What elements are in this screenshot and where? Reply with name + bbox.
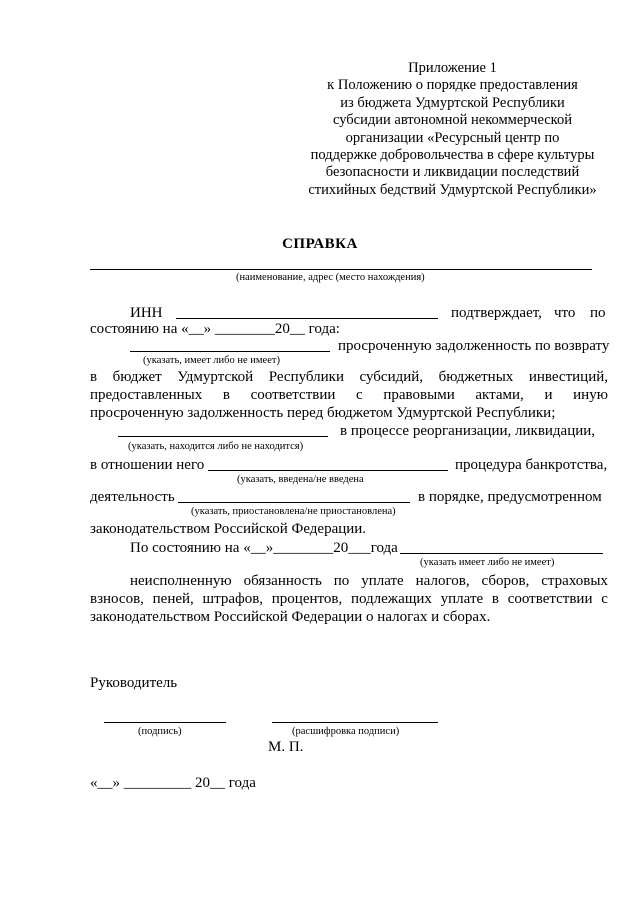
inn-confirm-word: подтверждает, xyxy=(451,305,542,321)
word: Республики xyxy=(268,369,344,385)
activity-note: (указать, приостановлена/не приостановлена) xyxy=(191,506,396,517)
head-label: Руководитель xyxy=(90,675,178,691)
bankruptcy-note: (указать, введена/не введена xyxy=(237,474,364,485)
word: уплате xyxy=(361,573,404,589)
reorg-tail-text: в процессе реорганизации, ликвидации, xyxy=(340,423,596,439)
inn-field-line xyxy=(176,318,438,319)
word: страховых xyxy=(541,573,608,589)
word: соответствии xyxy=(507,591,593,607)
word: актами, xyxy=(475,387,524,403)
signature-line xyxy=(104,722,226,723)
footer-date: «__» _________ 20__ года xyxy=(90,775,256,791)
appendix-line: поддержке добровольчества в сфере культуры xyxy=(310,147,595,164)
word: субсидий, xyxy=(359,369,424,385)
appendix-line: стихийных бедствий Удмуртской Республики» xyxy=(308,181,597,198)
word: сборов, xyxy=(481,573,530,589)
date-line-1: состоянию на «__» ________20__ года: xyxy=(90,321,340,337)
tax-field-line xyxy=(400,553,603,554)
tax-line-2 xyxy=(90,590,608,608)
word: правовыми xyxy=(383,387,455,403)
word: предоставленных xyxy=(90,387,203,403)
appendix-line: из бюджета Удмуртской Республики xyxy=(340,94,565,111)
signature-decode-line xyxy=(272,722,438,723)
budget-line xyxy=(90,368,608,386)
word: иную xyxy=(573,387,608,403)
org-name-note: (наименование, адрес (место нахождения) xyxy=(236,272,425,283)
word: соответствии xyxy=(250,387,336,403)
word: бюджетных xyxy=(438,369,514,385)
date-line-2: По состоянию на «__»________20___года xyxy=(130,540,398,556)
activity-head-text: деятельность xyxy=(90,489,175,505)
word: и xyxy=(544,387,553,403)
reorg-field-line xyxy=(118,436,328,437)
debt-tail-text: просроченную задолженность по возврату xyxy=(338,338,610,354)
appendix-line: к Положению о порядке предоставления xyxy=(327,77,578,94)
debt-note: (указать, имеет либо не имеет) xyxy=(143,355,280,366)
legislation-line: законодательством Российской Федерации. xyxy=(90,521,367,537)
word: уплате xyxy=(440,591,484,607)
debt-field-line xyxy=(130,351,330,352)
inn-confirm-word: что xyxy=(554,305,576,321)
word: штрафов, xyxy=(202,591,264,607)
word: в xyxy=(90,369,98,385)
appendix-header xyxy=(280,60,625,199)
word: процентов, xyxy=(271,591,343,607)
document-title: СПРАВКА xyxy=(282,236,358,252)
stamp-label: М. П. xyxy=(268,739,304,755)
appendix-line: организации «Ресурсный центр по xyxy=(345,129,560,146)
provided-line xyxy=(90,386,608,404)
word: по xyxy=(333,573,350,589)
org-name-line xyxy=(90,269,592,270)
word: бюджет xyxy=(112,369,162,385)
word: подлежащих xyxy=(350,591,432,607)
activity-field-line xyxy=(178,502,410,503)
word: налогов, xyxy=(415,573,470,589)
overdue-line: просроченную задолженность перед бюджетом Удмуртской Республики; xyxy=(90,405,556,421)
word: инвестиций, xyxy=(528,369,608,385)
tax-line-3: законодательством Российской Федерации о налогах и сборах. xyxy=(90,609,491,625)
signature-note: (подпись) xyxy=(138,726,182,737)
inn-confirm-word: по xyxy=(590,305,606,321)
appendix-line: безопасности и ликвидации последствий xyxy=(325,164,580,181)
activity-tail-text: в порядке, предусмотренном xyxy=(418,489,602,505)
bankruptcy-tail-text: процедура банкротства, xyxy=(455,457,608,473)
word: обязанность xyxy=(243,573,322,589)
bankruptcy-field-line xyxy=(208,470,448,471)
appendix-line: Приложение 1 xyxy=(408,60,497,76)
tax-line-1 xyxy=(130,572,608,590)
signature-decode-note: (расшифровка подписи) xyxy=(292,726,400,737)
word: неисполненную xyxy=(130,573,232,589)
word: взносов, xyxy=(90,591,144,607)
word: пеней, xyxy=(152,591,194,607)
inn-label: ИНН xyxy=(130,305,163,321)
word: с xyxy=(601,591,608,607)
word: в xyxy=(222,387,230,403)
tax-note: (указать имеет либо не имеет) xyxy=(420,557,555,568)
word: в xyxy=(491,591,499,607)
bankruptcy-head-text: в отношении него xyxy=(90,457,205,473)
reorg-note: (указать, находится либо не находится) xyxy=(128,441,304,452)
appendix-line: субсидии автономной некоммерческой xyxy=(332,112,573,129)
word: с xyxy=(356,387,363,403)
word: Удмуртской xyxy=(177,369,254,385)
